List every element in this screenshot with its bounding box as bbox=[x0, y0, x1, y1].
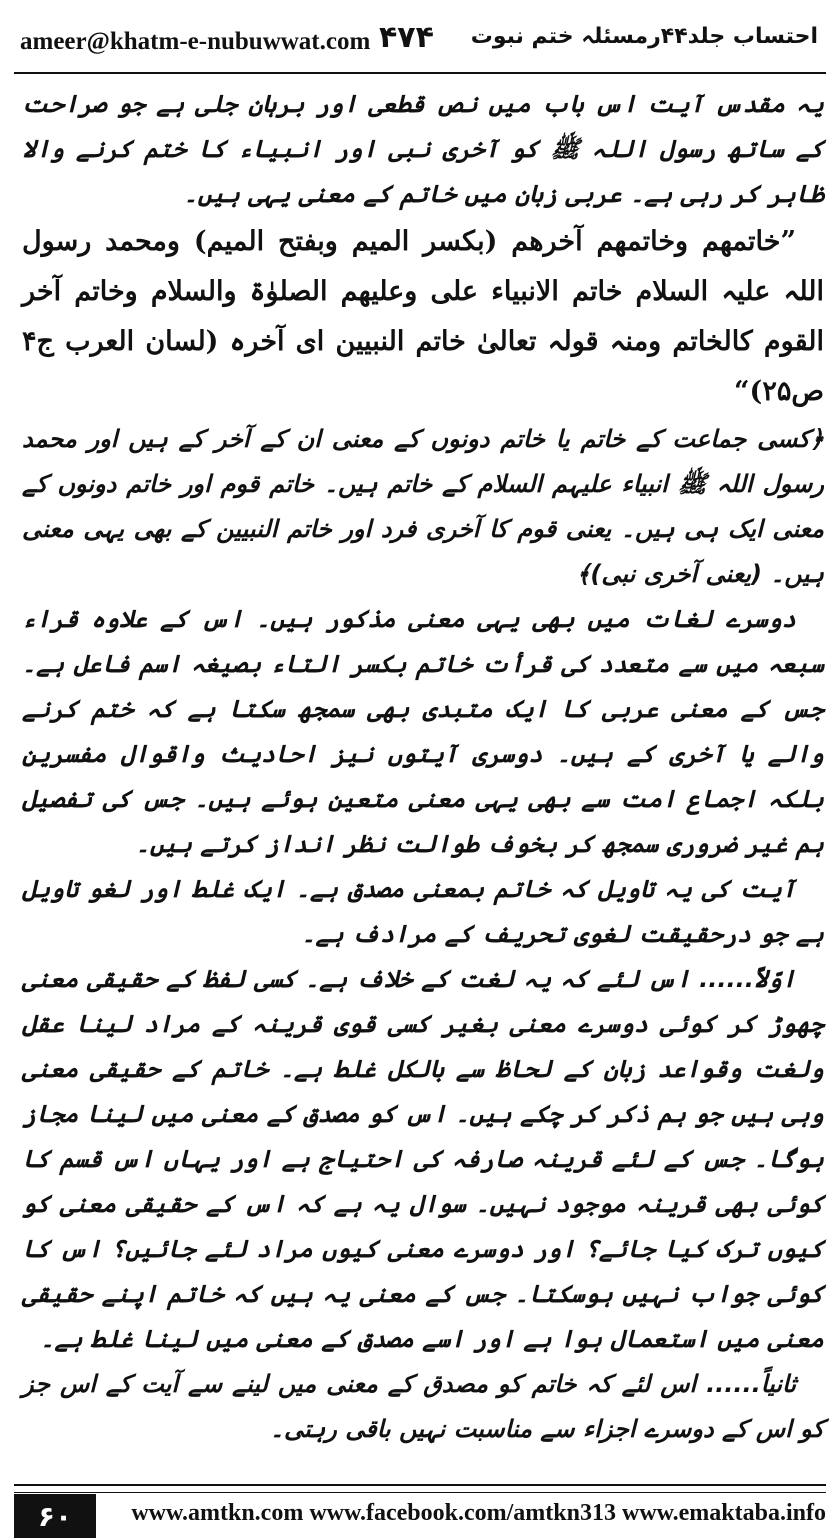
footer-divider bbox=[14, 1484, 826, 1493]
paragraph-intro: یہ مقدس آیت اس باب میں نص قطعی اور برہان جلی ہے جو صراحت کے ساتھ رسول اللہ ﷺ کو آخری نبی اور انبیاء کا ختم کرنے والا ظاہر کر رہی ہے۔ عربی زبان میں خاتم کے معنی یہی ہیں۔ bbox=[22, 90, 824, 208]
page-body bbox=[22, 82, 824, 1452]
header-book-title: احتساب جلد۴۴رمسئلہ ختم نبوت bbox=[470, 24, 818, 49]
header-page-number: ۴۷۴ bbox=[379, 20, 434, 55]
footer-page-number: ۶۰ bbox=[14, 1494, 96, 1538]
paragraph-first-argument: اوّلاً...... اس لئے کہ یہ لغت کے خلاف ہے۔ کسی لفظ کے حقیقی معنی چھوڑ کر کوئی دوسرے معنی بغیر کسی قوی قرینہ کے مراد لینا عقل ولغت وقواعد زبان کے لحاظ سے بالکل غلط ہے۔ خاتم کے حقیقی معنی وہی ہیں جو ہم ذکر کر چکے ہیں۔ اس کو مصدق کے معنی میں لینا مجاز ہوگا۔ جس کے لئے قرینہ صارفہ کی احتیاج ہے اور یہاں اس قسم کا کوئی بھی قرینہ موجود نہیں۔ سوال یہ ہے کہ اس کے حقیقی معنی کو کیوں ترک کیا جائے؟ اور دوسرے معنی کیوں مراد لئے جائیں؟ اس کا کوئی جواب نہیں ہوسکتا۔ جس کے معنی یہ ہیں کہ خاتم اپنے حقیقی معنی میں استعمال ہوا ہے اور اسے مصدق کے معنی میں لینا غلط ہے۔ bbox=[22, 965, 824, 1353]
page-header bbox=[14, 6, 826, 74]
paragraph-other-lexicons: دوسرے لغات میں بھی یہی معنی مذکور ہیں۔ اس کے علاوہ قراء سبعہ میں سے متعدد کی قرأت خاتم بکسر التاء بصیغہ اسم فاعل ہے۔ جس کے معنی عربی کا ایک متبدی بھی سمجھ سکتا ہے کہ ختم کرنے والے یا آخری کے ہیں۔ دوسری آیتوں نیز احادیث واقوال مفسرین بلکہ اجماع امت سے بھی یہی معنی متعین ہوئے ہیں۔ جس کی تفصیل ہم غیر ضروری سمجھ کر بخوف طوالت نظر انداز کرتے ہیں۔ bbox=[22, 605, 824, 858]
paragraph-second-argument: ثانیاً...... اس لئے کہ خاتم کو مصدق کے معنی میں لینے سے آیت کے اس جز کو اس کے دوسرے اجزاء سے مناسبت نہیں باقی رہتی۔ bbox=[22, 1370, 824, 1443]
footer-links: www.amtkn.com www.facebook.com/amtkn313 www.emaktaba.info bbox=[131, 1500, 826, 1526]
paragraph-interpretation: آیت کی یہ تاویل کہ خاتم بمعنی مصدق ہے۔ ایک غلط اور لغو تاویل ہے جو درحقیقت لغوی تحریف کے مرادف ہے۔ bbox=[22, 875, 824, 948]
paragraph-translation: ﴿کسی جماعت کے خاتم یا خاتم دونوں کے معنی ان کے آخر کے ہیں اور محمد رسول اللہ ﷺ انبیاء علیہم السلام کے خاتم ہیں۔ خاتم قوم اور خاتم دونوں کے معنی ایک ہی ہیں۔ یعنی قوم کا آخری فرد اور خاتم النبیین کے بھی یہی معنی ہیں۔ (یعنی آخری نبی)﴾ bbox=[22, 425, 824, 588]
arabic-quotation: ”خاتمھم وخاتمھم آخرھم (بکسر المیم وبفتح المیم) ومحمد رسول اللہ علیہ السلام خاتم الانبیاء علی وعلیھم الصلوٰۃ والسلام وخاتم آخر القوم کالخاتم ومنہ قولہ تعالیٰ خاتم النبیین ای آخرہ (لسان العرب ج۴ ص۲۵)“ bbox=[22, 226, 824, 407]
header-email: ameer@khatm-e-nubuwwat.com bbox=[20, 28, 371, 55]
